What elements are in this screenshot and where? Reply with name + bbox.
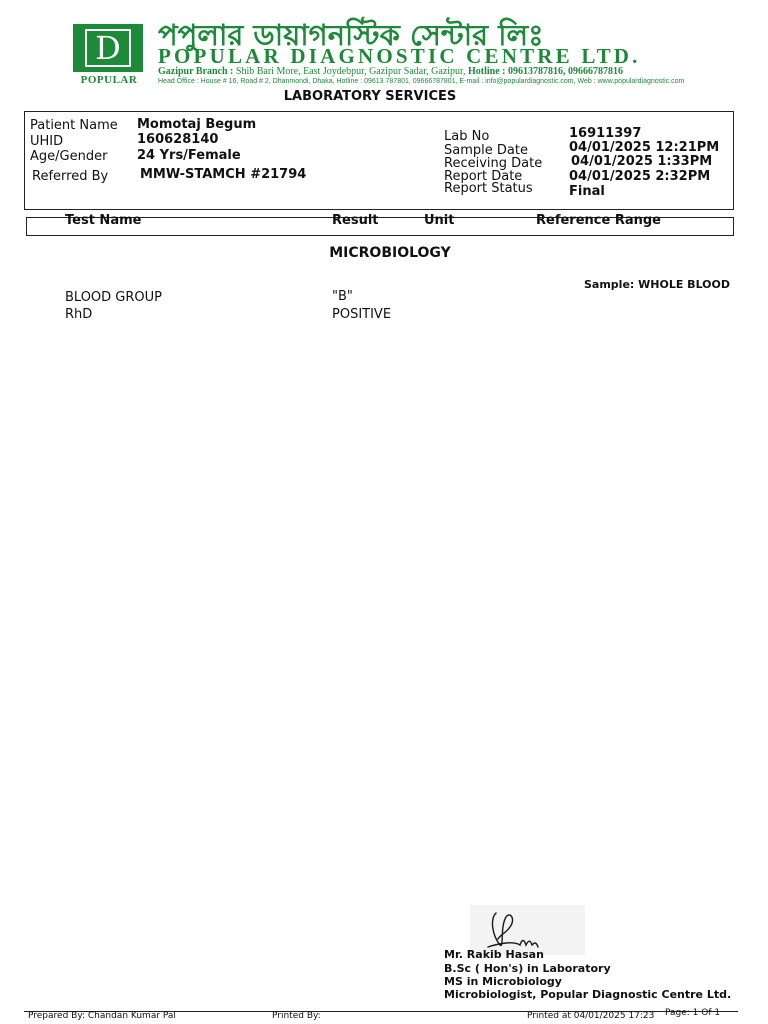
signatory-degree: B.Sc ( Hon's) in Laboratory [444, 962, 611, 975]
section-title: LABORATORY SERVICES [283, 89, 457, 104]
printed-by: Printed By: [272, 1011, 321, 1021]
report-status-value: Final [569, 184, 605, 199]
column-header-test-name: Test Name [65, 213, 142, 228]
sample-type: Sample: WHOLE BLOOD [584, 278, 731, 291]
head-office-info: Head Office : House # 16, Road # 2, Dhanmondi, Dhaka, Hotline : 09613 787801, 09666787801, E-mail : info@populardiagnostic.com, Web : www.populardiagnostic.com [158, 78, 685, 85]
patient-name-label: Patient Name [30, 118, 118, 133]
table-row-result: "B" [332, 289, 353, 304]
sample-date-value: 04/01/2025 12:21PM [569, 140, 720, 155]
logo-text: POPULAR [80, 74, 138, 86]
prepared-by: Prepared By: Chandan Kumar Pal [28, 1011, 176, 1021]
column-header-result: Result [332, 213, 379, 228]
signatory-title: Microbiologist, Popular Diagnostic Centre Ltd. [444, 988, 732, 1001]
signatory-degree: MS in Microbiology [444, 975, 562, 988]
receiving-date-value: 04/01/2025 1:33PM [571, 154, 713, 169]
company-name-english: POPULAR DIAGNOSTIC CENTRE LTD. [158, 44, 641, 68]
uhid-value: 160628140 [137, 132, 219, 147]
report-date-value: 04/01/2025 2:32PM [569, 169, 711, 184]
report-status-label: Report Status [444, 181, 533, 196]
hotline-numbers: 09613787816, 09666787816 [505, 66, 623, 77]
branch-info [158, 66, 623, 77]
uhid-label: UHID [30, 134, 64, 149]
table-row-result: POSITIVE [332, 307, 392, 322]
logo-frame [85, 29, 131, 67]
branch-label: Gazipur Branch : [158, 66, 234, 77]
age-gender-label: Age/Gender [30, 149, 108, 164]
hotline-label: Hotline : [467, 66, 506, 77]
report-date-label: Report Date [444, 169, 523, 184]
table-row-test-name: RhD [65, 307, 93, 322]
referred-by-label: Referred By [32, 169, 109, 184]
branch-address: Shib Bari More, East Joydebpur, Gazipur Sadar, Gazipur, [233, 66, 468, 77]
referred-by-value: MMW-STAMCH #21794 [140, 167, 307, 182]
signatory-name: Mr. Rakib Hasan [444, 948, 544, 961]
department-title: MICROBIOLOGY [329, 245, 451, 261]
patient-name-value: Momotaj Begum [137, 117, 257, 132]
lab-no-value: 16911397 [569, 126, 642, 141]
table-row-test-name: BLOOD GROUP [65, 290, 162, 305]
company-name-bangla: পপুলার ডায়াগনস্টিক সেন্টার লিঃ [158, 18, 544, 52]
column-header-reference-range: Reference Range [536, 213, 661, 228]
logo-letter: D [95, 29, 121, 67]
printed-at: Printed at 04/01/2025 17:23 [527, 1011, 655, 1021]
column-header-unit: Unit [424, 213, 455, 228]
page-number: Page: 1 Of 1 [665, 1008, 721, 1018]
lab-no-label: Lab No [444, 129, 490, 144]
age-gender-value: 24 Yrs/Female [137, 148, 241, 163]
receiving-date-label: Receiving Date [444, 156, 543, 171]
company-logo [73, 24, 143, 72]
sample-date-label: Sample Date [444, 143, 528, 158]
